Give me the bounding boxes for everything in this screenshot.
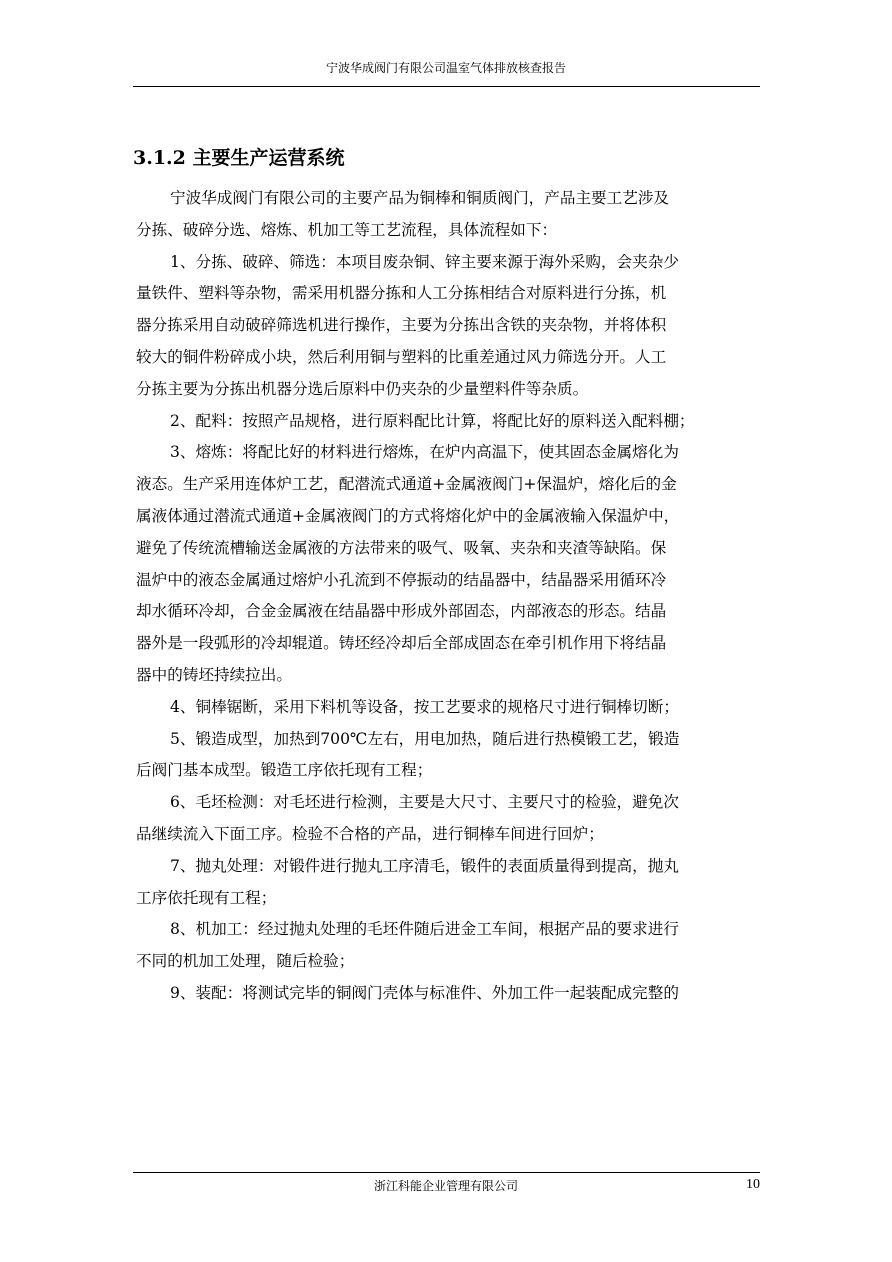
text-line: 避免了传统流槽输送金属液的方法带来的吸气、吸氧、夹杂和夹渣等缺陷。保 [136, 538, 667, 557]
running-header: 宁波华成阀门有限公司温室气体排放核查报告 [325, 61, 566, 75]
footer-company: 浙江科能企业管理有限公司 [373, 1179, 518, 1193]
text-line: 器中的铸坯持续拉出。 [136, 665, 292, 684]
footer-rule [133, 1172, 760, 1173]
text-line: 量铁件、塑料等杂物，需采用机器分拣和人工分拣相结合对原料进行分拣，机 [136, 284, 667, 303]
text-line: 温炉中的液态金属通过熔炉小孔流到不停振动的结晶器中，结晶器采用循环冷 [136, 570, 667, 589]
text-line: 1、分拣、破碎、筛选：本项目废杂铜、锌主要来源于海外采购，会夹杂少 [170, 252, 679, 271]
text-line: 9、装配：将测试完毕的铜阀门壳体与标准件、外加工件一起装配成完整的 [170, 983, 679, 1002]
header-rule [133, 86, 760, 87]
text-line: 器外是一段弧形的冷却辊道。铸坯经冷却后全部成固态在牵引机作用下将结晶 [136, 634, 667, 653]
text-line: 分拣、破碎分选、熔炼、机加工等工艺流程，具体流程如下： [136, 220, 558, 239]
text-line: 8、机加工：经过抛丸处理的毛坯件随后进金工车间，根据产品的要求进行 [170, 920, 679, 939]
text-line: 属液体通过潜流式通道+金属液阀门的方式将熔化炉中的金属液输入保温炉中， [136, 506, 680, 525]
section-heading: 3.1.2 主要生产运营系统 [133, 147, 345, 169]
text-line: 后阀门基本成型。锻造工序依托现有工程； [136, 761, 433, 780]
text-line: 器分拣采用自动破碎筛选机进行操作，主要为分拣出含铁的夹杂物，并将体积 [136, 316, 667, 335]
body-text [136, 183, 763, 1010]
text-line: 分拣主要为分拣出机器分选后原料中仍夹杂的少量塑料件等杂质。 [136, 379, 589, 398]
text-line: 7、抛丸处理：对锻件进行抛丸工序清毛，锻件的表面质量得到提高，抛丸 [170, 856, 679, 875]
text-line: 不同的机加工处理，随后检验； [136, 952, 355, 971]
text-line: 较大的铜件粉碎成小块，然后利用铜与塑料的比重差通过风力筛选分开。人工 [136, 347, 667, 366]
text-line: 6、毛坯检测：对毛坯进行检测，主要是大尺寸、主要尺寸的检验，避免次 [170, 793, 679, 812]
text-line: 宁波华成阀门有限公司的主要产品为铜棒和铜质阀门，产品主要工艺涉及 [170, 189, 670, 207]
text-line: 液态。生产采用连体炉工艺，配潜流式通道+金属液阀门+保温炉，熔化后的金 [136, 475, 677, 494]
page-number: 10 [746, 1177, 760, 1192]
text-line: 4、铜棒锯断，采用下料机等设备，按工艺要求的规格尺寸进行铜棒切断； [170, 697, 679, 716]
text-line: 5、锻造成型，加热到700℃左右，用电加热，随后进行热模锻工艺，锻造 [170, 729, 680, 748]
text-line: 3、熔炼：将配比好的材料进行熔炼，在炉内高温下，使其固态金属熔化为 [170, 443, 679, 462]
text-line: 却水循环冷却，合金金属液在结晶器中形成外部固态，内部液态的形态。结晶 [136, 602, 667, 621]
text-line: 2、配料：按照产品规格，进行原料配比计算，将配比好的原料送入配料棚； [170, 411, 695, 430]
text-line: 品继续流入下面工序。检验不合格的产品，进行铜棒车间进行回炉； [136, 824, 604, 843]
text-line: 工序依托现有工程； [136, 888, 277, 907]
